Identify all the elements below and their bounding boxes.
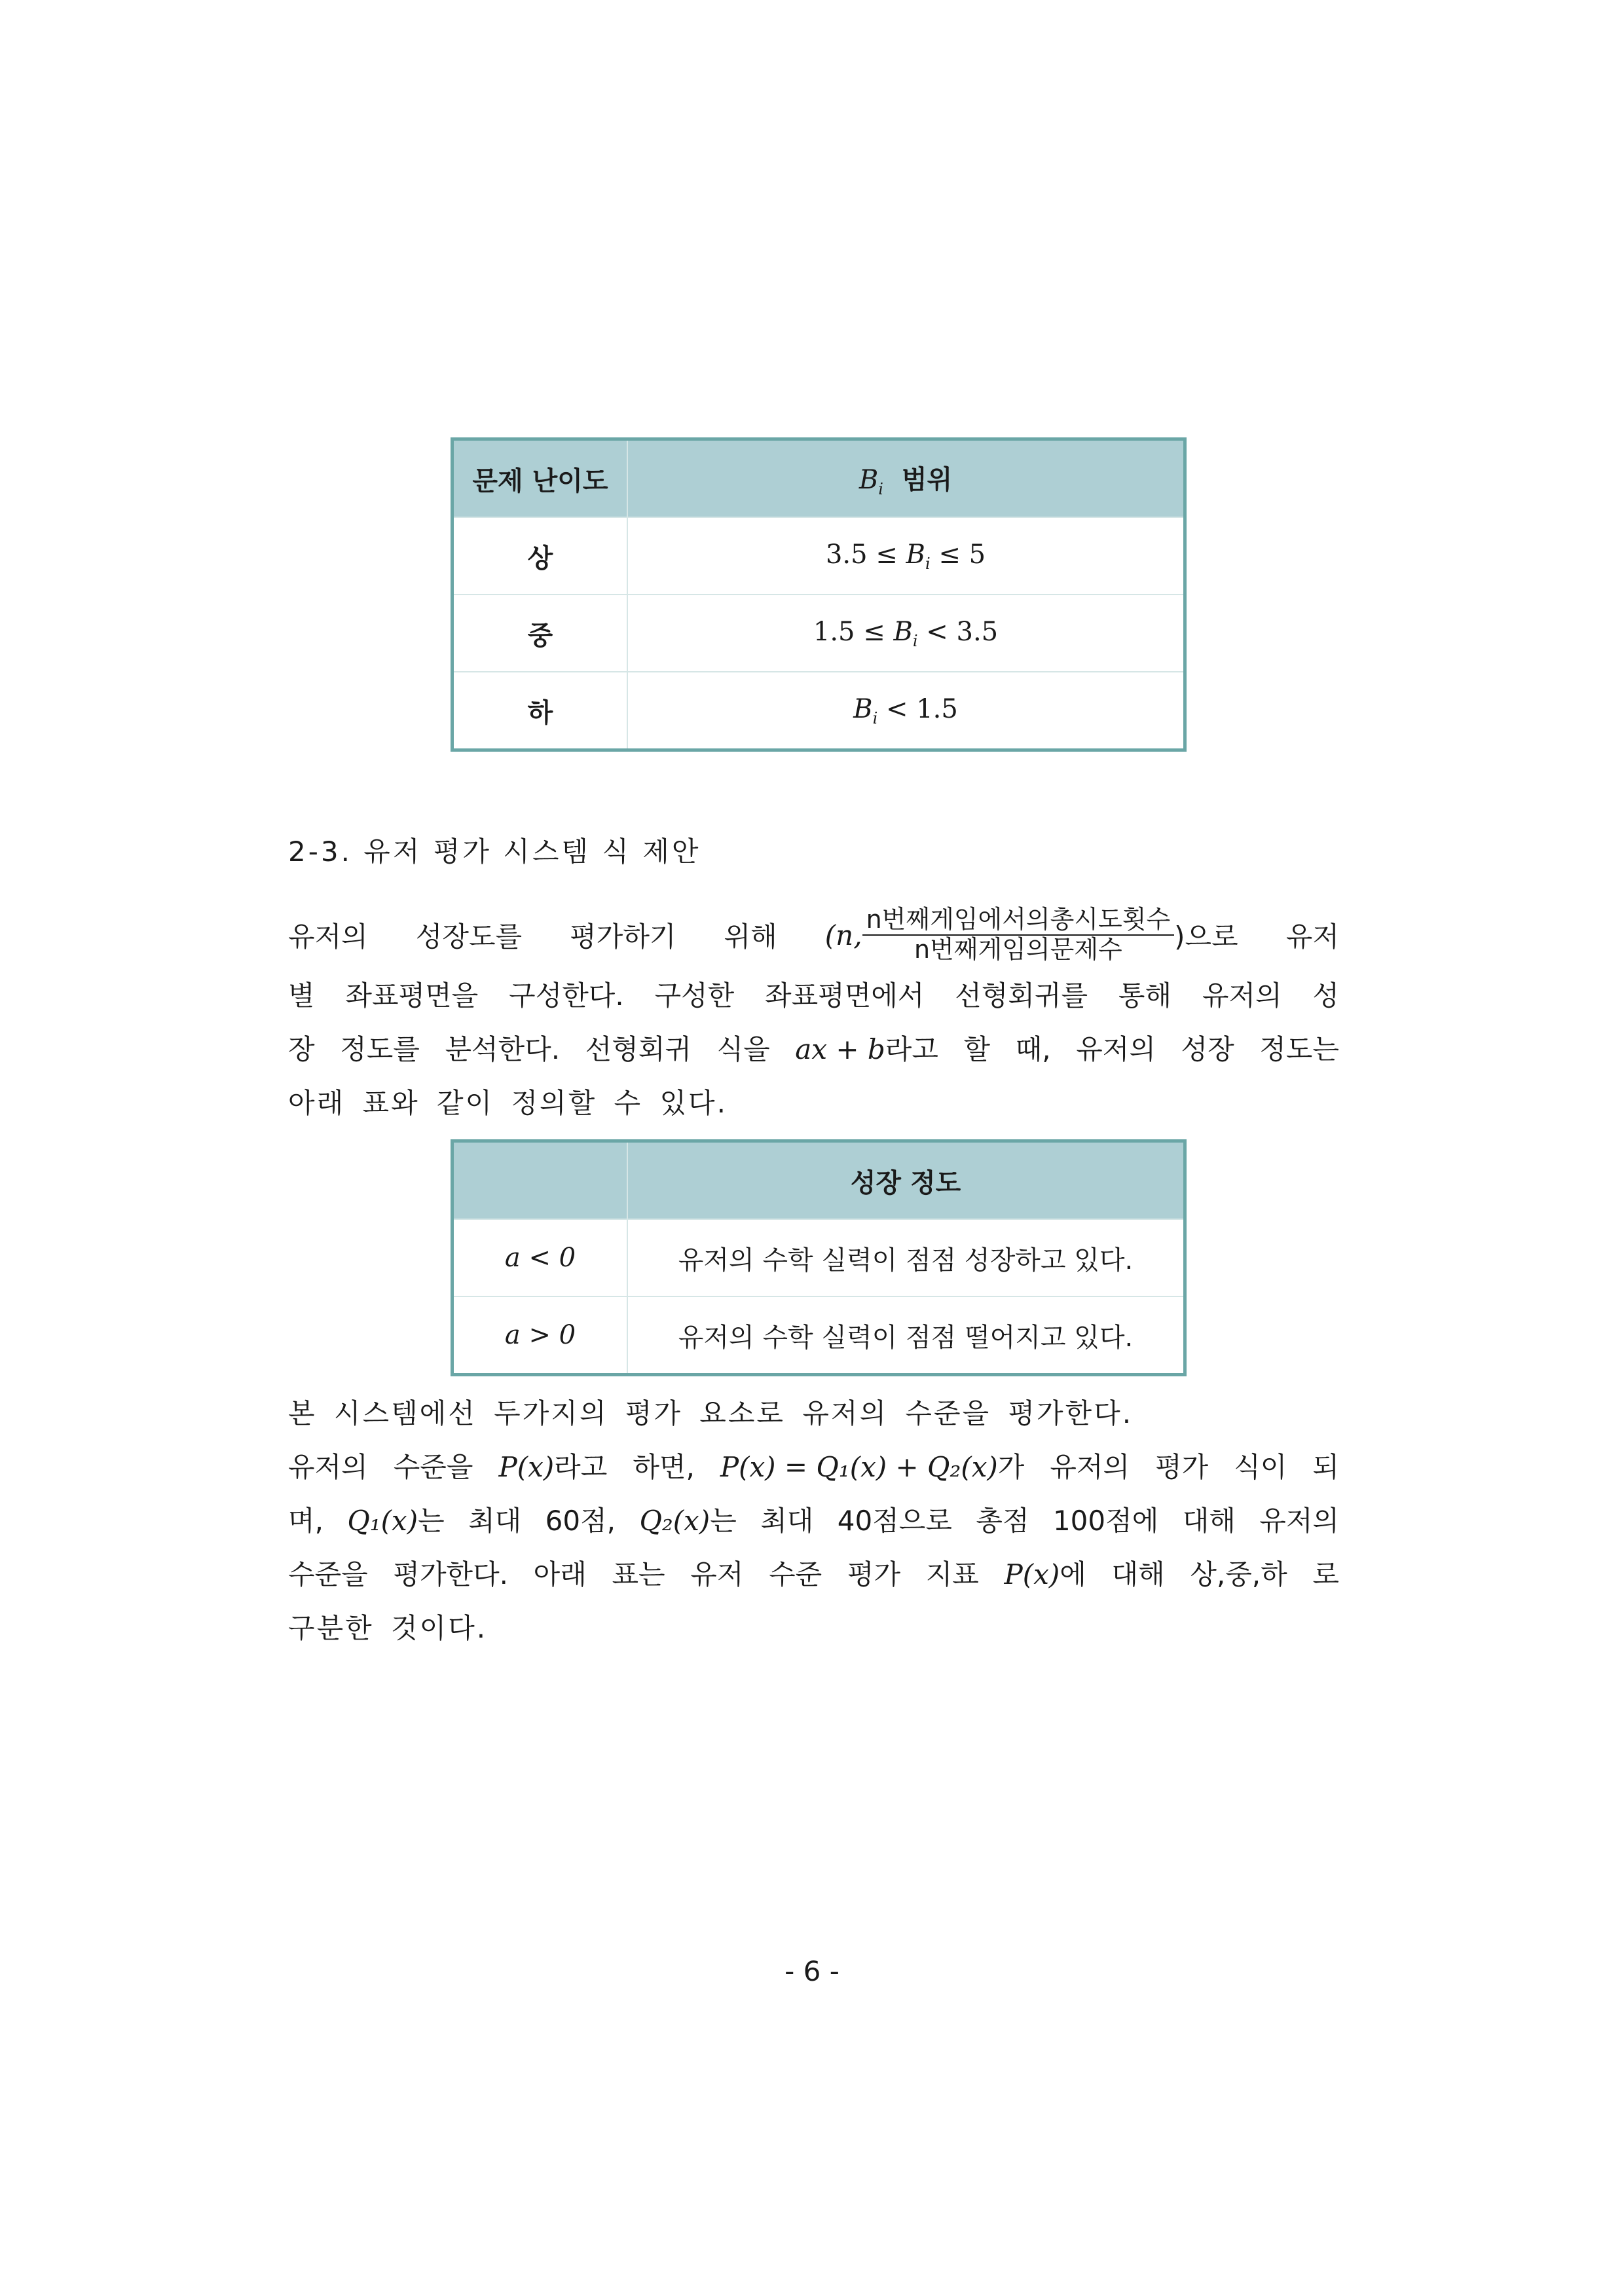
- word: [639, 1499, 736, 1539]
- range-label: 범위: [901, 465, 953, 495]
- word: 유저의: [1202, 980, 1282, 1012]
- word: 선형회귀를: [955, 980, 1088, 1012]
- word: 식을: [716, 1033, 770, 1065]
- suffix: 는: [710, 1505, 737, 1537]
- regression-formula-word: [795, 1028, 938, 1067]
- formula-Q2: Q₂(x): [639, 1505, 710, 1537]
- paragraph-line: 본 시스템에선 두가지의 평가 요소로 유저의 수준을 평가한다.: [288, 1397, 1134, 1429]
- paragraph-line: [288, 1553, 1339, 1592]
- word: 성: [1312, 980, 1339, 1012]
- difficulty-range: $3.5 \le B_i \le 5$: [627, 517, 1185, 595]
- word: 대해: [1111, 1558, 1165, 1590]
- paragraph-line: [288, 974, 1339, 1014]
- var-B: B: [858, 465, 879, 495]
- paragraph-line: [288, 1446, 1339, 1485]
- evaluation-formula: P(x) = Q₁(x) + Q₂(x): [720, 1451, 998, 1483]
- word: 수준: [769, 1558, 822, 1590]
- word: 평가한다.: [393, 1558, 509, 1590]
- word: 수준을: [393, 1451, 473, 1483]
- suffix: 라고: [554, 1451, 608, 1483]
- difficulty-level: 상: [452, 517, 628, 595]
- word: [498, 1446, 607, 1485]
- formula-P: P(x): [498, 1451, 555, 1483]
- section-heading: 2-3. 유저 평가 시스템 식 제안: [288, 835, 701, 868]
- word: 유저의: [288, 921, 368, 953]
- formula-P: P(x): [1004, 1558, 1060, 1590]
- word: 별: [288, 980, 315, 1012]
- word: 때,: [1015, 1033, 1051, 1065]
- word: 하면,: [633, 1451, 695, 1483]
- description-cell: 유저의 수학 실력이 점점 성장하고 있다.: [627, 1219, 1185, 1296]
- table-header-row: [452, 439, 1185, 518]
- word: 40점으로: [837, 1505, 952, 1537]
- word: 수준을: [288, 1558, 368, 1590]
- word: 좌표평면을: [345, 980, 479, 1012]
- word: 아래: [533, 1558, 587, 1590]
- coordinate-expression: [825, 906, 1238, 964]
- var-sub-i: i: [878, 480, 883, 498]
- table-row: [452, 595, 1185, 672]
- word: 총점: [976, 1505, 1029, 1537]
- table-row: [452, 672, 1185, 750]
- table-header-empty: [452, 1141, 628, 1220]
- paragraph-line: [288, 902, 1339, 968]
- word: 60점,: [545, 1505, 616, 1537]
- word: 좌표평면에서: [765, 980, 925, 1012]
- word: 정도는: [1259, 1033, 1339, 1065]
- word: 상,중,하: [1190, 1558, 1287, 1590]
- table-header-growth: 성장 정도: [627, 1141, 1185, 1220]
- difficulty-level: 중: [452, 595, 628, 672]
- formula-Q1: Q₁(x): [347, 1505, 418, 1537]
- regression-formula: ax + b: [795, 1033, 885, 1065]
- suffix: 가: [997, 1451, 1025, 1483]
- word: 평가하기: [570, 921, 676, 953]
- description-cell: 유저의 수학 실력이 점점 떨어지고 있다.: [627, 1296, 1185, 1375]
- word: 100점에: [1052, 1505, 1159, 1537]
- word: 라고: [885, 1033, 938, 1065]
- word: 대해: [1182, 1505, 1236, 1537]
- ratio-fraction: [862, 906, 1175, 964]
- word: 평가: [1155, 1451, 1209, 1483]
- word: 평가: [847, 1558, 901, 1590]
- suffix: 에: [1060, 1558, 1086, 1590]
- suffix: 는: [418, 1505, 445, 1537]
- word: 유저: [690, 1558, 744, 1590]
- difficulty-range: $B_i < 1.5$: [627, 672, 1185, 750]
- difficulty-level: 하: [452, 672, 628, 750]
- word: [720, 1446, 1025, 1485]
- coord-close: )으로: [1174, 921, 1238, 953]
- growth-table: [451, 1139, 1187, 1376]
- word: 최대: [760, 1505, 814, 1537]
- word: 구성한다.: [509, 980, 624, 1012]
- condition-cell: a < 0: [452, 1219, 628, 1296]
- paragraph-line: 아래 표와 같이 정의할 수 있다.: [288, 1087, 728, 1119]
- table-header-row: [452, 1141, 1185, 1220]
- word: 선형회귀: [585, 1033, 692, 1065]
- word: 위해: [724, 921, 777, 953]
- paragraph-line: [288, 1028, 1339, 1067]
- word: 유저: [1285, 921, 1339, 953]
- fraction-numerator: n번째게임에서의총시도횟수: [862, 906, 1175, 936]
- word: 유저의: [1050, 1451, 1130, 1483]
- difficulty-range: $1.5 \le B_i < 3.5$: [627, 595, 1185, 672]
- page-number: - 6 -: [784, 1955, 840, 1987]
- word: [1005, 1553, 1086, 1592]
- word: 성장도를: [415, 921, 523, 953]
- word: 분석한다.: [445, 1033, 561, 1065]
- word: 장: [288, 1033, 315, 1065]
- table-row: [452, 1296, 1185, 1375]
- word: 지표: [925, 1558, 979, 1590]
- word: 며,: [288, 1505, 323, 1537]
- word: 최대: [468, 1505, 522, 1537]
- paragraph-line: [288, 1499, 1339, 1539]
- paragraph-line: 구분한 것이다.: [288, 1612, 488, 1644]
- table-header-difficulty: 문제 난이도: [452, 439, 628, 518]
- word: 유저의: [1076, 1033, 1156, 1065]
- word: 구성한: [654, 980, 735, 1012]
- word: 식이: [1234, 1451, 1287, 1483]
- fraction-denominator: n번째게임의문제수: [914, 935, 1122, 964]
- word: 되: [1312, 1451, 1339, 1483]
- coord-open: (n,: [824, 919, 862, 951]
- word: 통해: [1118, 980, 1172, 1012]
- condition-cell: a > 0: [452, 1296, 628, 1375]
- word: 유저의: [1259, 1505, 1339, 1537]
- table-header-range: [627, 439, 1185, 518]
- table-row: [452, 1219, 1185, 1296]
- word: 정도를: [340, 1033, 420, 1065]
- word: [347, 1499, 444, 1539]
- difficulty-table: [451, 437, 1187, 752]
- table-row: [452, 517, 1185, 595]
- word: 유저의: [288, 1451, 368, 1483]
- word: 할: [963, 1033, 991, 1065]
- word: 표는: [612, 1558, 665, 1590]
- word: 성장: [1181, 1033, 1234, 1065]
- word: 로: [1312, 1558, 1339, 1590]
